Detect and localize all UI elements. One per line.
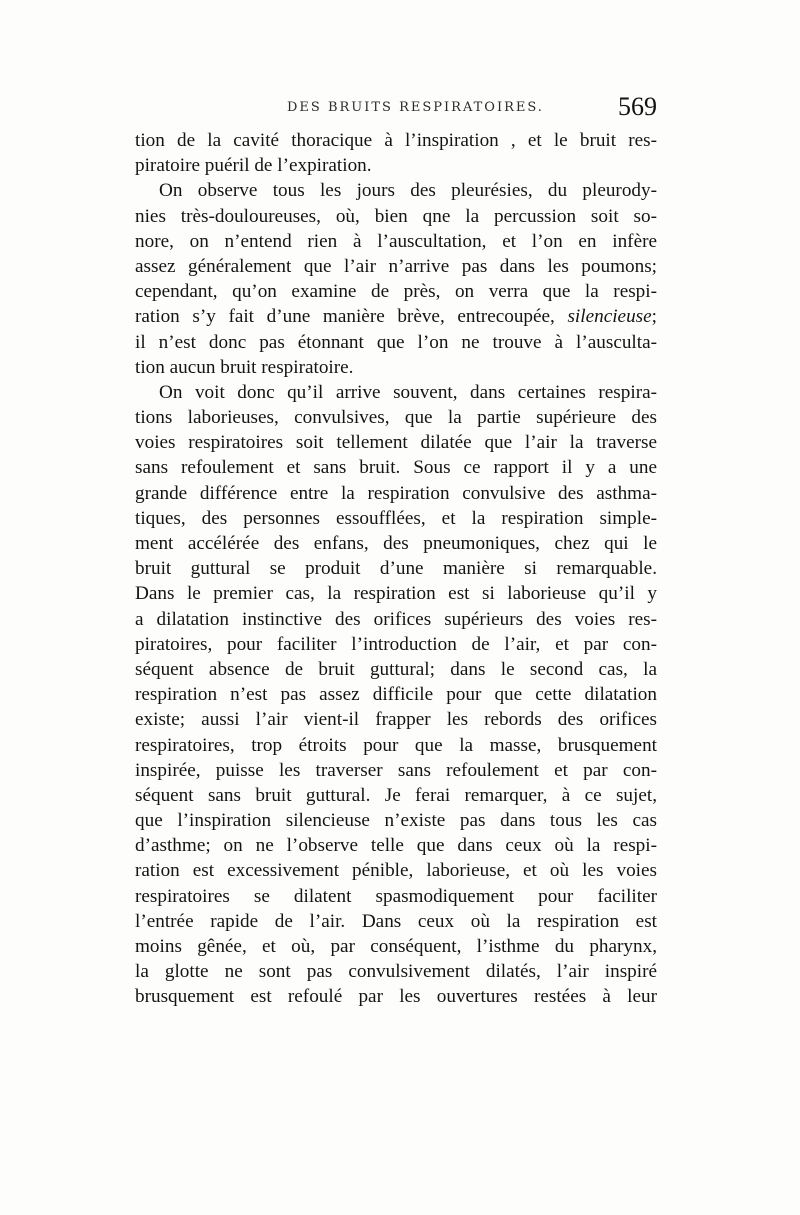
text-line: bruit guttural se produit d’une manière si remarquable. [135,558,657,580]
text-line: brusquement est refoulé par les ouvertures restées à leur [135,986,657,1008]
page-header [135,92,657,128]
text-line: respiration n’est pas assez difficile pour que cette dilatation [135,684,657,706]
text-line: ration est excessivement pénible, laborieuse, et où les voies [135,860,657,882]
text-line: respiratoires, trop étroits pour que la masse, brusquement [135,734,657,756]
text-line: ration s’y fait d’une manière brève, entrecoupée, silencieuse; [135,306,657,328]
text-line: On voit donc qu’il arrive souvent, dans certaines respira- [159,381,657,403]
text-line: grande différence entre la respiration convulsive des asthma- [135,482,657,504]
text-line: il n’est donc pas étonnant que l’on ne trouve à l’ausculta- [135,331,657,353]
running-title: DES BRUITS RESPIRATOIRES. [287,100,544,115]
text-line: moins gênée, et où, par conséquent, l’isthme du pharynx, [135,936,657,957]
text-line: d’asthme; on ne l’observe telle que dans ceux où la respi- [135,835,657,857]
text-line: l’entrée rapide de l’air. Dans ceux où la respiration est [135,910,657,932]
text-line: tion aucun bruit respiratoire. [135,356,354,378]
text-line: nies très-douloureuses, où, bien qne la percussion soit so- [135,205,657,227]
text-line: existe; aussi l’air vient-il frapper les rebords des orifices [135,709,657,731]
text-line: assez généralement que l’air n’arrive pas dans les poumons; [135,255,657,277]
body-text [135,128,657,1010]
text-line: tions laborieuses, convulsives, que la partie supérieure des [135,407,657,429]
text-line: tion de la cavité thoracique à l’inspiration , et le bruit res- [135,130,657,151]
text-line: ment accélérée des enfans, des pneumoniques, chez qui le [135,533,657,554]
text-line: On observe tous les jours des pleurésies, du pleurody- [159,180,657,202]
page-number: 569 [618,92,657,121]
text-line: respiratoires se dilatent spasmodiquement pour faciliter [135,885,657,907]
text-line: la glotte ne sont pas convulsivement dilatés, l’air inspiré [135,961,657,983]
text-line: Dans le premier cas, la respiration est si laborieuse qu’il y [135,583,657,605]
text-line: a dilatation instinctive des orifices supérieurs des voies res- [135,608,657,630]
text-line: sans refoulement et sans bruit. Sous ce rapport il y a une [135,457,657,479]
text-line: voies respiratoires soit tellement dilatée que l’air la traverse [135,432,657,454]
text-line: que l’inspiration silencieuse n’existe pas dans tous les cas [135,810,657,832]
text-line: inspirée, puisse les traverser sans refoulement et par con- [135,759,657,781]
text-line: cependant, qu’on examine de près, on verra que la respi- [135,281,657,303]
text-line: piratoires, pour faciliter l’introduction de l’air, et par con- [135,633,657,655]
text-line: séquent absence de bruit guttural; dans le second cas, la [135,658,657,680]
text-line: nore, on n’entend rien à l’auscultation, et l’on en infère [135,230,657,252]
italic-word: silencieuse [567,306,652,328]
text-line: tiques, des personnes essoufflées, et la respiration simple- [135,507,657,529]
text-line: piratoire puéril de l’expiration. [135,155,372,177]
text-line: séquent sans bruit guttural. Je ferai remarquer, à ce sujet, [135,784,657,806]
